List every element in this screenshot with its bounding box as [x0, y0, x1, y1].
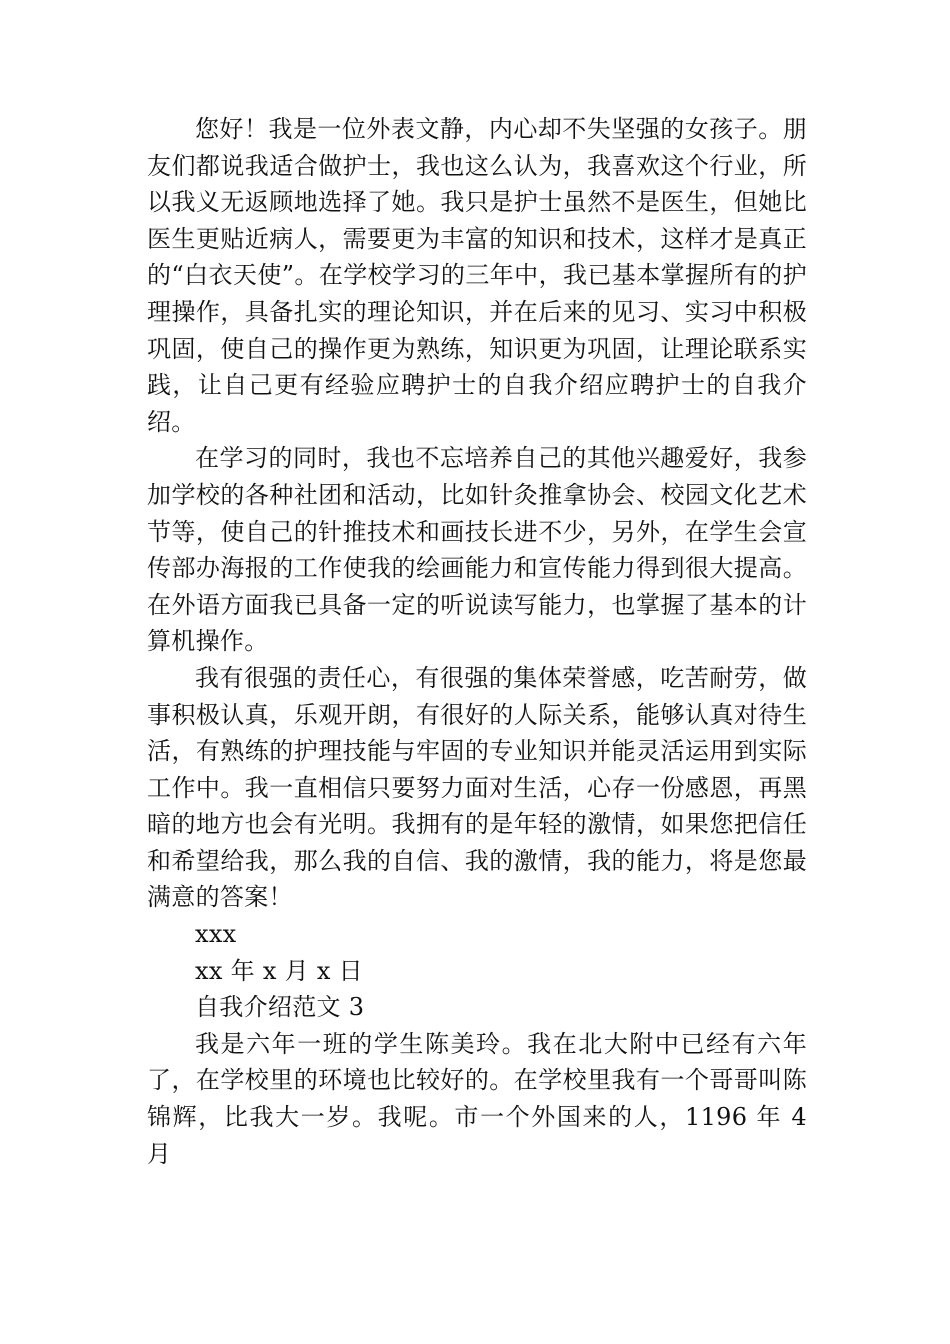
paragraph-sample-3: 我是六年一班的学生陈美玲。我在北大附中已经有六年了，在学校里的环境也比较好的。在学校里我有一个哥哥叫陈锦辉，比我大一岁。我呢。市一个外国来的人，1196 年 4 月 [147, 1029, 807, 1168]
signature: xxx [195, 920, 237, 949]
paragraph-intro: 您好！我是一位外表文静，内心却不失坚强的女孩子。朋友们都说我适合做护士，我也这么认为，我喜欢这个行业，所以我义无返顾地选择了她。我只是护士虽然不是医生，但她比医生更贴近病人，需要更为丰富的知识和技术，这样才是真正的“白衣天使”。在学校学习的三年中，我已基本掌握所有的护理操作，具备扎实的理论知识，并在后来的见习、实习中积极巩固，使自己的操作更为熟练，知识更为巩固，让理论联系实践，让自己更有经验应聘护士的自我介绍应聘护士的自我介绍。 [147, 115, 807, 436]
paragraph-character: 我有很强的责任心，有很强的集体荣誉感，吃苦耐劳，做事积极认真，乐观开朗，有很好的人际关系，能够认真对待生活，有熟练的护理技能与牢固的专业知识并能灵活运用到实际工作中。我一直相信只要努力面对生活，心存一份感恩，再黑暗的地方也会有光明。我拥有的是年轻的激情，如果您把信任和希望给我，那么我的自信、我的激情，我的能力，将是您最满意的答案！ [147, 663, 807, 912]
date-line: xx 年 x 月 x 日 [195, 956, 363, 985]
paragraph-hobbies: 在学习的同时，我也不忘培养自己的其他兴趣爱好，我参加学校的各种社团和活动，比如针灸推拿协会、校园文化艺术节等，使自己的针推技术和画技长进不少，另外，在学生会宣传部办海报的工作使我的绘画能力和宣传能力得到很大提高。在外语方面我已具备一定的听说读写能力，也掌握了基本的计算机操作。 [147, 444, 807, 656]
document-body [147, 111, 807, 1172]
section-title: 自我介绍范文 3 [195, 993, 365, 1022]
